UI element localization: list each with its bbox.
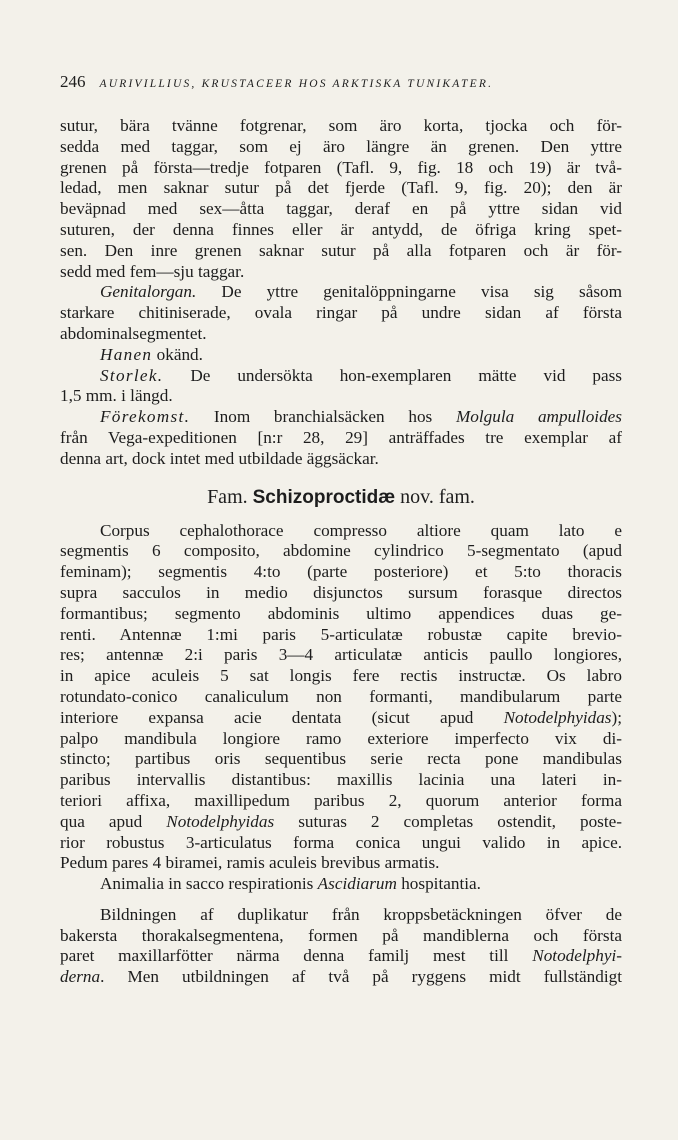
family-prefix: Fam. xyxy=(207,485,248,508)
text-line: segmentis 6 composito, abdomine cylindrico 5-segmentato (apud xyxy=(60,541,622,561)
text-line: denna art, dock intet med utbildade äggsäckar. xyxy=(60,448,379,468)
text-line: Förekomst. Inom branchialsäcken hos Molgula ampulloides xyxy=(100,407,622,427)
running-title: AURIVILLIUS, KRUSTACEER HOS ARKTISKA TUNIKATER. xyxy=(99,78,494,90)
text-line: bakersta thorakalsegmentena, formen på mandiblerna och första xyxy=(60,925,622,945)
text-line: teriori affixa, maxillipedum paribus 2, quorum anterior forma xyxy=(60,790,622,810)
text-line: grenen på första—tredje fotparen (Tafl. 9, fig. 18 och 19) är två- xyxy=(60,157,622,177)
text-line: abdominalsegmentet. xyxy=(60,323,207,343)
term-hanen: Hanen xyxy=(100,344,153,364)
text-line: från Vega-expeditionen [n:r 28, 29] anträffades tre exemplar af xyxy=(60,427,622,447)
term-genitalorgan: Genitalorgan. xyxy=(100,282,197,302)
term-storlek: Storlek. xyxy=(100,365,164,385)
text-line: sutur, bära tvänne fotgrenar, som äro korta, tjocka och för- xyxy=(60,116,622,135)
paragraph-genitalorgan xyxy=(60,282,622,344)
text-line: sedd med fem—sju taggar. xyxy=(60,261,245,281)
text-line: rior robustus 3-articulatus forma conica ungui valido in apice. xyxy=(60,832,622,852)
paragraph-storlek xyxy=(60,366,622,408)
text-line: paribus intervallis distantibus: maxillis lacinia una lateri in- xyxy=(60,770,622,790)
text-line: starkare chitiniserade, ovala ringar på undre sidan af första xyxy=(60,303,622,323)
text-line: beväpnad med sex—åtta taggar, deraf en på yttre sidan vid xyxy=(60,199,622,219)
paragraph-hanen xyxy=(60,345,622,366)
running-header xyxy=(60,72,622,94)
text-line: formantibus; segmento abdominis ultimo appendices duas ge- xyxy=(60,603,622,623)
swedish-paragraph xyxy=(60,905,622,988)
text-line: sedda med taggar, som ej äro längre än grenen. Den yttre xyxy=(60,136,622,156)
paragraph-feet xyxy=(60,116,622,282)
text-line: Genitalorgan. De yttre genitalöppningarne visa sig såsom xyxy=(100,282,622,302)
text-line: paret maxillarfötter närma denna familj mest till Notodelphyi- xyxy=(60,946,622,966)
text-line: interiore expansa acie dentata (sicut apud Notodelphyidas); xyxy=(60,707,622,727)
text-line: 1,5 mm. i längd. xyxy=(60,386,173,406)
text-line: Storlek. De undersökta hon-exemplaren mätte vid pass xyxy=(100,365,622,385)
text-line: Hanen okänd. xyxy=(100,344,203,364)
family-heading xyxy=(60,484,622,511)
text-line: Animalia in sacco respirationis Ascidiarum hospitantia. xyxy=(100,874,481,894)
text-line: in apice aculeis 5 sat longis fere rectis instructæ. Os labro xyxy=(60,666,622,686)
text-line: Bildningen af duplikatur från kroppsbetäckningen öfver de xyxy=(100,904,622,924)
term-forekomst: Förekomst. xyxy=(100,407,191,427)
family-name: Schizoproctidæ xyxy=(252,486,396,508)
text-line: qua apud Notodelphyidas suturas 2 completas ostendit, poste- xyxy=(60,811,622,831)
text-line: palpo mandibula longiore ramo exteriore imperfecto vix di- xyxy=(60,728,622,748)
text-line: res; antennæ 2:i paris 3—4 articulatæ anticis paullo longiores, xyxy=(60,645,622,665)
text-line: rotundato-conico canaliculum non formanti, mandibularum parte xyxy=(60,686,622,706)
latin-diagnosis xyxy=(60,521,622,895)
page-number: 246 xyxy=(60,72,86,91)
page xyxy=(60,72,622,988)
text-line: sen. Den inre grenen saknar sutur på alla fotparen och är för- xyxy=(60,240,622,260)
text-line: Corpus cephalothorace compresso altiore quam lato e xyxy=(100,520,622,540)
text-line: ledad, men saknar sutur på det fjerde (Tafl. 9, fig. 20); den är xyxy=(60,178,622,198)
text-line: renti. Antennæ 1:mi paris 5-articulatæ robustæ capite brevio- xyxy=(60,624,622,644)
text-line: derna. Men utbildningen af två på ryggens midt fullständigt xyxy=(60,967,622,987)
paragraph-forekomst xyxy=(60,407,622,469)
text-line: suturen, der denna finnes eller är antydd, de öfriga kring spet- xyxy=(60,219,622,239)
text-line: stincto; partibus oris sequentibus serie recta pone mandibulas xyxy=(60,749,622,769)
text-line: Pedum pares 4 biramei, ramis aculeis brevibus armatis. xyxy=(60,853,440,873)
text-line: supra sacculos in medio disjunctos sursum forasque directos xyxy=(60,582,622,602)
text-line: feminam); segmentis 4:to (parte posteriore) et 5:to thoracis xyxy=(60,562,622,582)
species-name: Molgula ampulloides xyxy=(455,407,622,427)
family-suffix: nov. fam. xyxy=(400,485,475,508)
